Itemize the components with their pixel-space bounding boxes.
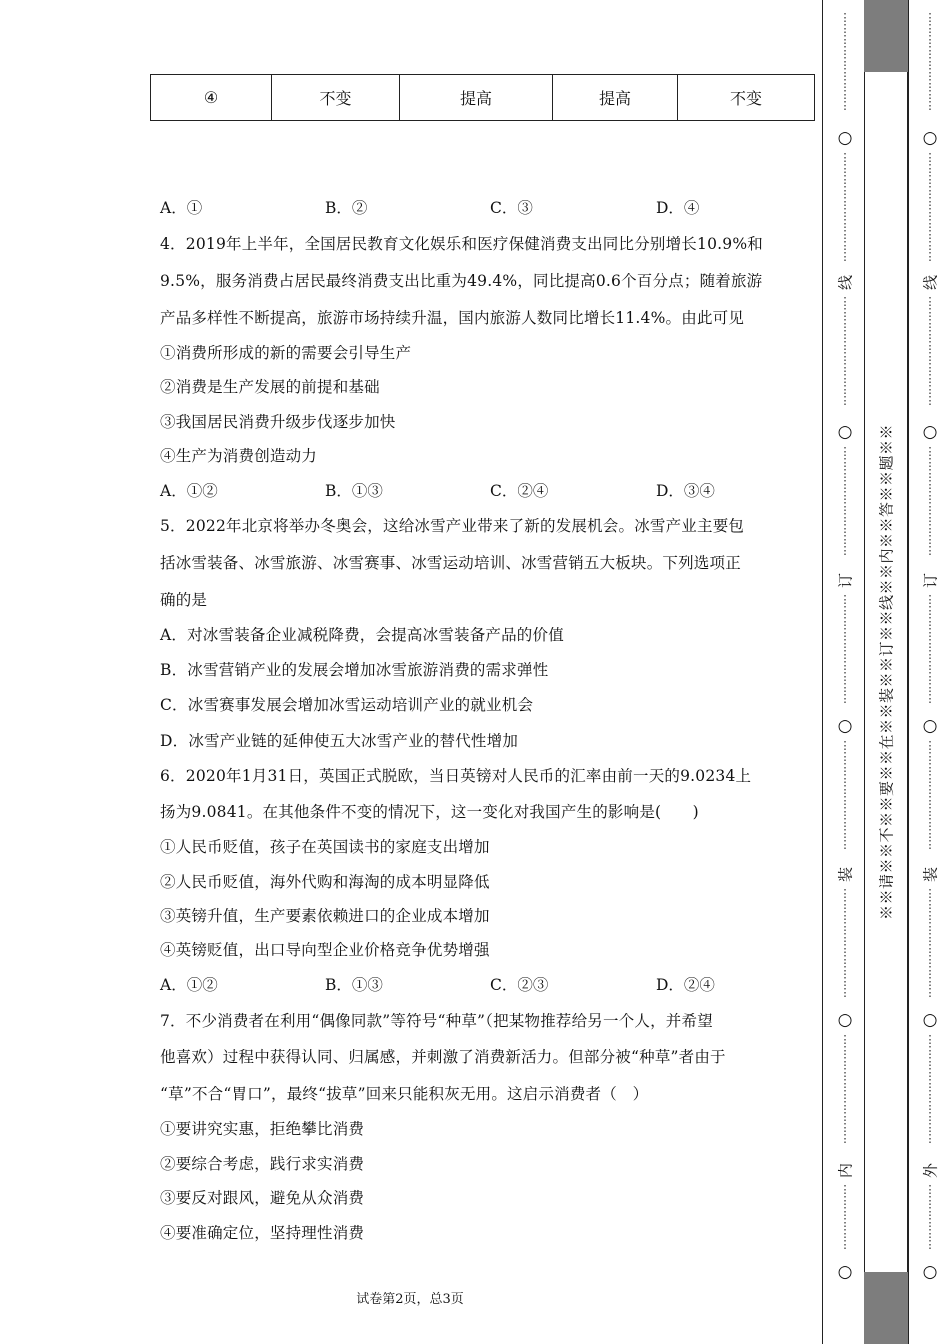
binding-dots: ⋮ ⋮ ⋮ ⋮ ⋮ ⋮ ⋮ ⋮ ⋮ ⋮ xyxy=(839,888,851,999)
table-row xyxy=(151,75,815,121)
q7-statement: ③要反对跟风，避免从众消费 xyxy=(160,1189,365,1207)
binding-label-bind: 装 xyxy=(921,867,940,883)
q5-option-d: D．冰雪产业链的延伸使五大冰雪产业的替代性增加 xyxy=(160,732,519,750)
q5-stem-line: 确的是 xyxy=(160,591,208,609)
q7-stem-line: 7．不少消费者在利用“偶像同款”等符号“种草”（把某物推荐给另一个人，并希望 xyxy=(160,1012,713,1030)
binding-dots: ⋮ ⋮ ⋮ ⋮ ⋮ ⋮ ⋮ ⋮ ⋮ ⋮ xyxy=(924,1034,936,1145)
binding-dots: ⋮ ⋮ ⋮ ⋮ ⋮ ⋮ ⋮ ⋮ ⋮ ⋮ xyxy=(839,740,851,851)
table-cell: 不变 xyxy=(678,75,815,121)
q3-option-c: C．③ xyxy=(490,199,533,217)
q6-statement: ④英镑贬值，出口导向型企业价格竞争优势增强 xyxy=(160,941,490,959)
binding-dots: ⋮ ⋮ ⋮ ⋮ ⋮ ⋮ ⋮ ⋮ ⋮ ⋮ xyxy=(839,296,851,407)
q6-statement: ①人民币贬值，孩子在英国读书的家庭支出增加 xyxy=(160,838,490,856)
binding-circle-icon: ○ xyxy=(837,422,853,442)
q6-stem-line: 扬为9.0841。在其他条件不变的情况下，这一变化对我国产生的影响是( ) xyxy=(160,803,699,821)
q5-stem-line: 5．2022年北京将举办冬奥会，这给冰雪产业带来了新的发展机会。冰雪产业主要包 xyxy=(160,517,745,535)
binding-circle-icon: ○ xyxy=(837,716,853,736)
binding-dots: ⋮ ⋮ ⋮ ⋮ ⋮ ⋮ xyxy=(924,1184,936,1251)
table-cell: 不变 xyxy=(272,75,400,121)
table-cell: 提高 xyxy=(400,75,553,121)
page-footer: 试卷第2页，总3页 xyxy=(356,1292,464,1307)
q6-option-d: D．②④ xyxy=(656,976,715,994)
q4-stem-line: 9.5%，服务消费占居民最终消费支出比重为49.4%，同比提高0.6个百分点；随着旅游 xyxy=(160,272,763,290)
q6-option-c: C．②③ xyxy=(490,976,549,994)
binding-dots: ⋮ ⋮ ⋮ ⋮ ⋮ ⋮ xyxy=(839,1184,851,1251)
binding-dots: ⋮ ⋮ ⋮ ⋮ ⋮ ⋮ ⋮ ⋮ ⋮ ⋮ xyxy=(924,152,936,263)
q5-option-a: A．对冰雪装备企业减税降费，会提高冰雪装备产品的价值 xyxy=(160,626,564,644)
binding-dots: ⋮ ⋮ ⋮ ⋮ ⋮ ⋮ ⋮ ⋮ ⋮ ⋮ xyxy=(839,152,851,263)
binding-label-line: 线 xyxy=(921,275,940,291)
binding-dots: ⋮ ⋮ ⋮ ⋮ ⋮ ⋮ ⋮ ⋮ ⋮ ⋮ xyxy=(924,888,936,999)
binding-label-order: 订 xyxy=(921,573,940,589)
binding-notice: ※※请※※不※※要※※在※※装※※订※※线※※内※※答※※题※※ xyxy=(877,423,896,921)
q4-option-c: C．②④ xyxy=(490,482,549,500)
q7-statement: ④要准确定位，坚持理性消费 xyxy=(160,1224,365,1242)
binding-dots: ⋮ ⋮ ⋮ ⋮ ⋮ ⋮ ⋮ ⋮ ⋮ ⋮ xyxy=(924,446,936,557)
binding-dots: ⋮ ⋮ ⋮ ⋮ ⋮ ⋮ ⋮ ⋮ ⋮ ⋮ xyxy=(924,594,936,705)
q4-stem-line: 4．2019年上半年，全国居民教育文化娱乐和医疗保健消费支出同比分别增长10.9%和 xyxy=(160,235,763,253)
binding-circle-icon: ○ xyxy=(837,1262,853,1282)
binding-circle-icon: ○ xyxy=(922,716,938,736)
q5-stem-line: 括冰雪装备、冰雪旅游、冰雪赛事、冰雪运动培训、冰雪营销五大板块。下列选项正 xyxy=(160,554,741,572)
binding-dots: ⋮ ⋮ ⋮ ⋮ ⋮ ⋮ ⋮ ⋮ ⋮ xyxy=(924,12,936,112)
table-cell: ④ xyxy=(151,75,272,121)
binding-dots: ⋮ ⋮ ⋮ ⋮ ⋮ ⋮ ⋮ ⋮ ⋮ ⋮ xyxy=(839,446,851,557)
binding-label-bind: 装 xyxy=(836,867,855,883)
q7-stem-line: 他喜欢）过程中获得认同、归属感，并刺激了消费新活力。但部分被“种草”者由于 xyxy=(160,1048,726,1066)
binding-border-right xyxy=(908,0,909,1344)
binding-circle-icon: ○ xyxy=(837,128,853,148)
q6-statement: ③英镑升值，生产要素依赖进口的企业成本增加 xyxy=(160,907,490,925)
binding-circle-icon: ○ xyxy=(922,128,938,148)
q4-statement: ②消费是生产发展的前提和基础 xyxy=(160,378,380,396)
binding-circle-icon: ○ xyxy=(837,1010,853,1030)
binding-dots: ⋮ ⋮ ⋮ ⋮ ⋮ ⋮ ⋮ ⋮ ⋮ ⋮ xyxy=(924,296,936,407)
q6-option-b: B．①③ xyxy=(325,976,383,994)
q6-option-a: A．①② xyxy=(160,976,218,994)
q7-statement: ②要综合考虑，践行求实消费 xyxy=(160,1155,365,1173)
q4-stem-line: 产品多样性不断提高，旅游市场持续升温，国内旅游人数同比增长11.4%。由此可见 xyxy=(160,309,745,327)
binding-dots: ⋮ ⋮ ⋮ ⋮ ⋮ ⋮ ⋮ ⋮ ⋮ ⋮ xyxy=(924,740,936,851)
binding-dots: ⋮ ⋮ ⋮ ⋮ ⋮ ⋮ ⋮ ⋮ ⋮ ⋮ xyxy=(839,594,851,705)
answer-table xyxy=(150,74,815,121)
q4-option-a: A．①② xyxy=(160,482,218,500)
binding-label-line: 线 xyxy=(836,275,855,291)
binding-label-outer: 外 xyxy=(921,1163,940,1179)
q4-option-b: B．①③ xyxy=(325,482,383,500)
binding-border-left xyxy=(822,0,823,1344)
table-cell: 提高 xyxy=(553,75,678,121)
q4-statement: ①消费所形成的新的需要会引导生产 xyxy=(160,344,412,362)
binding-label-order: 订 xyxy=(836,573,855,589)
gray-bar-top xyxy=(864,0,908,72)
q6-statement: ②人民币贬值，海外代购和海淘的成本明显降低 xyxy=(160,873,490,891)
binding-circle-icon: ○ xyxy=(922,1262,938,1282)
q3-option-b: B．② xyxy=(325,199,368,217)
gray-bar-bottom xyxy=(864,1272,908,1344)
q4-option-d: D．③④ xyxy=(656,482,715,500)
q4-statement: ③我国居民消费升级步伐逐步加快 xyxy=(160,413,396,431)
binding-dots: ⋮ ⋮ ⋮ ⋮ ⋮ ⋮ ⋮ ⋮ ⋮ ⋮ xyxy=(839,1034,851,1145)
q7-stem-line: “草”不合“胃口”，最终“拔草”回来只能积灰无用。这启示消费者（ ） xyxy=(160,1085,649,1103)
binding-circle-icon: ○ xyxy=(922,422,938,442)
binding-dots: ⋮ ⋮ ⋮ ⋮ ⋮ ⋮ ⋮ ⋮ ⋮ xyxy=(839,12,851,112)
q3-option-d: D．④ xyxy=(656,199,700,217)
q5-option-c: C．冰雪赛事发展会增加冰雪运动培训产业的就业机会 xyxy=(160,696,534,714)
q6-stem-line: 6．2020年1月31日，英国正式脱欧，当日英镑对人民币的汇率由前一天的9.0234上 xyxy=(160,767,752,785)
q7-statement: ①要讲究实惠，拒绝攀比消费 xyxy=(160,1120,365,1138)
q4-statement: ④生产为消费创造动力 xyxy=(160,447,318,465)
binding-circle-icon: ○ xyxy=(922,1010,938,1030)
binding-label-inner: 内 xyxy=(836,1163,855,1179)
q3-option-a: A．① xyxy=(160,199,203,217)
q5-option-b: B．冰雪营销产业的发展会增加冰雪旅游消费的需求弹性 xyxy=(160,661,549,679)
